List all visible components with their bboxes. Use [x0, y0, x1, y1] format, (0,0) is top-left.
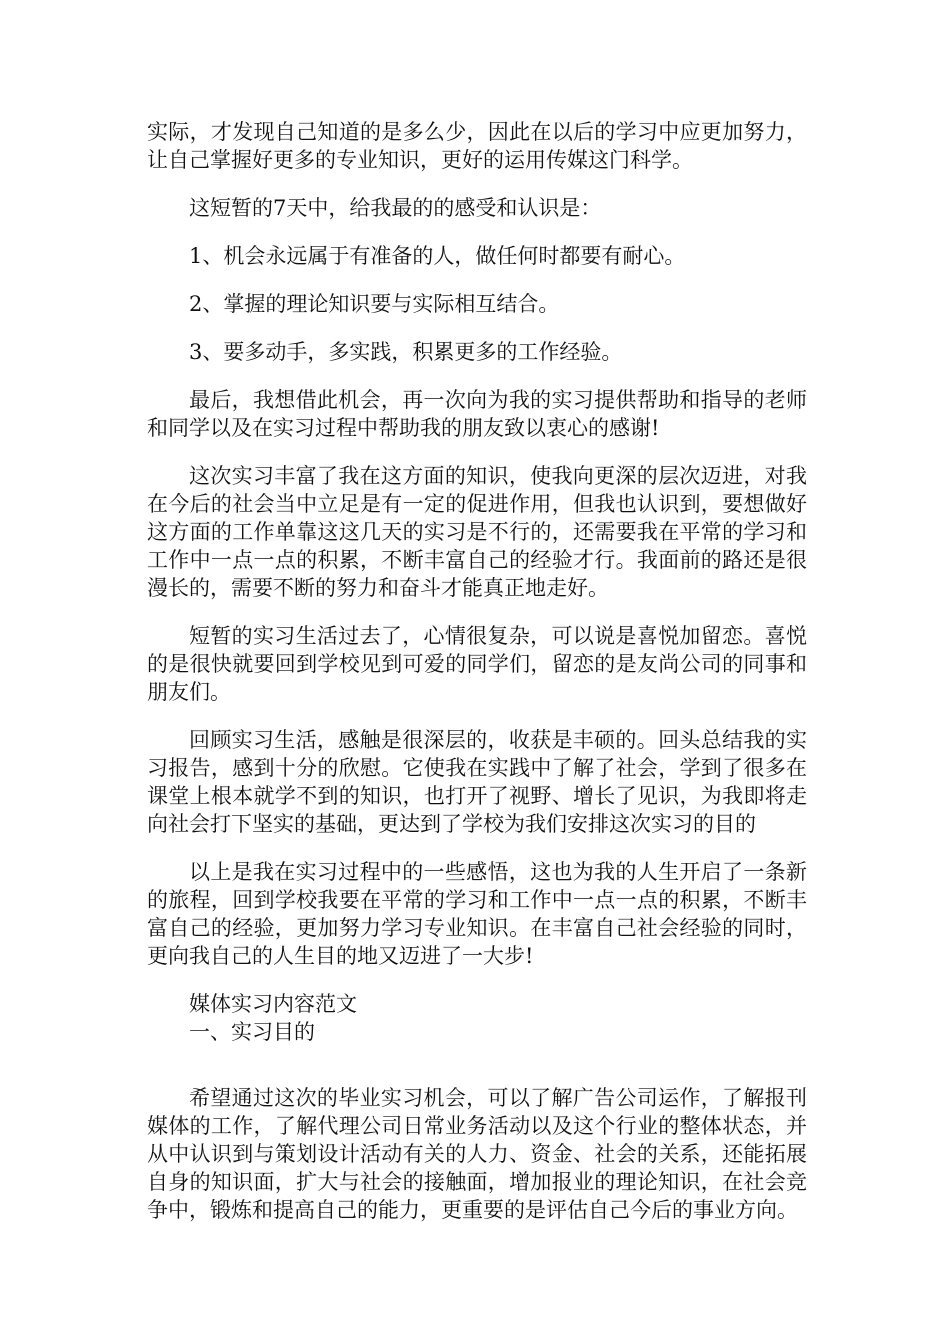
paragraph-review: 回顾实习生活，感触是很深层的，收获是丰硕的。回头总结我的实习报告，感到十分的欣慰。它使我在实践中了解了社会，学到了很多在课堂上根本就学不到的知识，也打开了视野、增长了见识，为我即将走向社会打下坚实的基础，更达到了学校为我们安排这次实习的目的	[147, 728, 807, 836]
section-heading-purpose: 一、实习目的	[189, 1020, 315, 1044]
paragraph-thanks: 最后，我想借此机会，再一次向为我的实习提供帮助和指导的老师和同学以及在实习过程中帮助我的朋友致以衷心的感谢!	[147, 388, 807, 440]
paragraph-purpose: 希望通过这次的毕业实习机会，可以了解广告公司运作，了解报刊媒体的工作，了解代理公司日常业务活动以及这个行业的整体状态，并从中认识到与策划设计活动有关的人力、资金、社会的关系，还能拓展自身的知识面，扩大与社会的接触面，增加报业的理论知识，在社会竞争中，锻炼和提高自己的能力，更重要的是评估自己今后的事业方向。	[147, 1086, 807, 1222]
list-item-1: 1、机会永远属于有准备的人，做任何时都要有耐心。	[189, 244, 686, 268]
paragraph-feelings: 短暂的实习生活过去了，心情很复杂，可以说是喜悦加留恋。喜悦的是很快就要回到学校见到可爱的同学们，留恋的是友尚公司的同事和朋友们。	[147, 624, 807, 704]
paragraph-continuation: 实际，才发现自己知道的是多么少，因此在以后的学习中应更加努力，让自己掌握好更多的专业知识，更好的运用传媒这门科学。	[147, 120, 807, 172]
list-item-2: 2、掌握的理论知识要与实际相互结合。	[189, 292, 560, 316]
document-page	[147, 118, 807, 1244]
paragraph-knowledge: 这次实习丰富了我在这方面的知识，使我向更深的层次迈进，对我在今后的社会当中立足是有一定的促进作用，但我也认识到，要想做好这方面的工作单靠这这几天的实习是不行的，还需要我在平常的学习和工作中一点一点的积累，不断丰富自己的经验才行。我面前的路还是很漫长的，需要不断的努力和奋斗才能真正地走好。	[147, 464, 807, 600]
paragraph-conclusion: 以上是我在实习过程中的一些感悟，这也为我的人生开启了一条新的旅程，回到学校我要在平常的学习和工作中一点一点的积累，不断丰富自己的经验，更加努力学习专业知识。在丰富自己社会经验的同时，更向我自己的人生目的地又迈进了一大步!	[147, 860, 807, 968]
section-title: 媒体实习内容范文	[189, 992, 357, 1016]
list-item-3: 3、要多动手，多实践，积累更多的工作经验。	[189, 340, 623, 364]
paragraph-summary-intro: 这短暂的7天中，给我最的的感受和认识是：	[189, 196, 602, 220]
